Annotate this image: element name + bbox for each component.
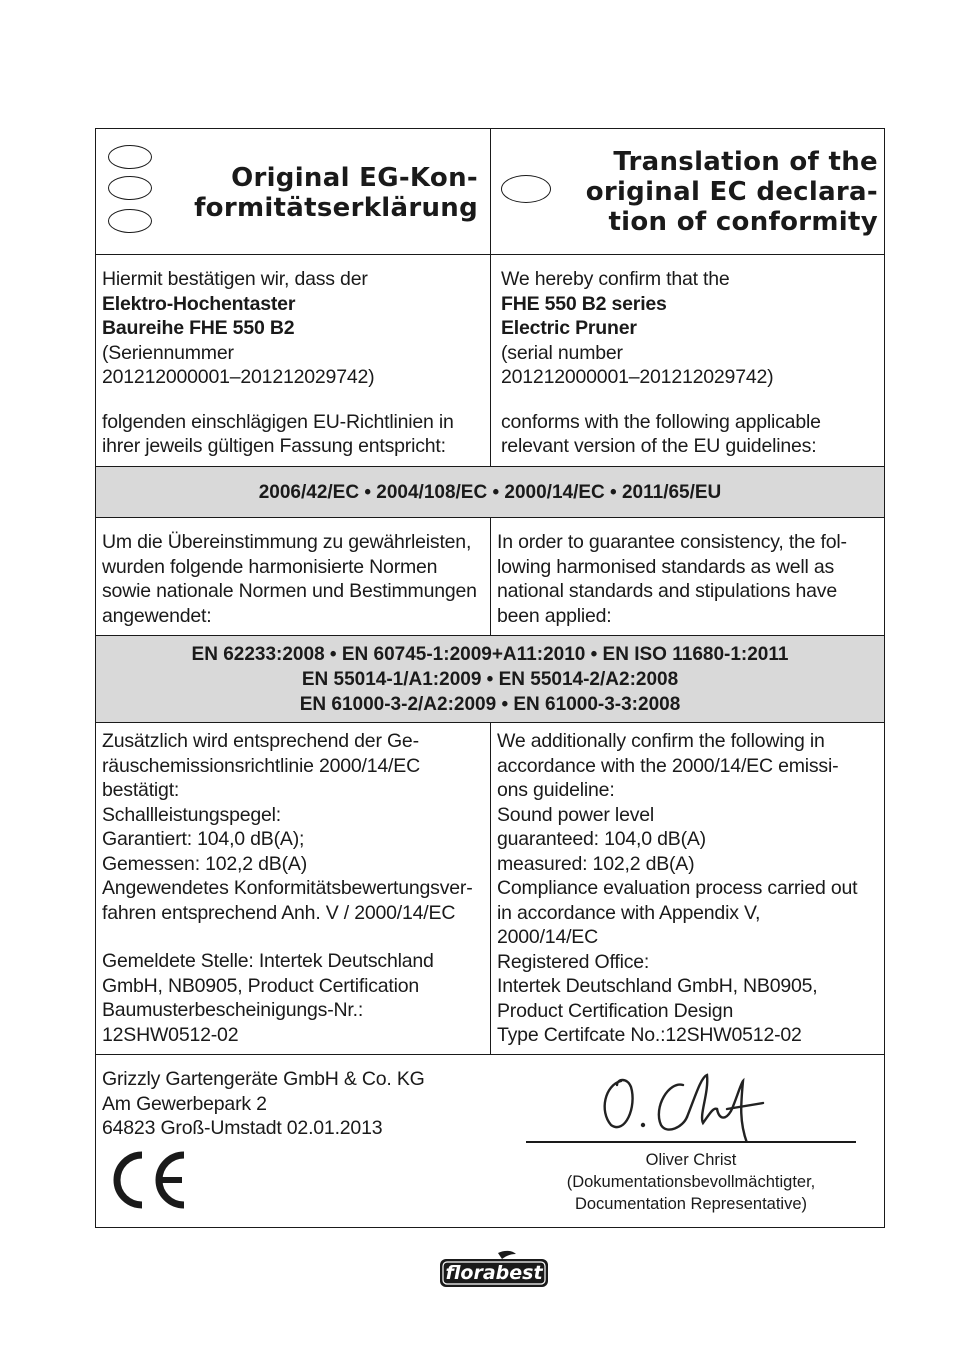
text-line: räuschemissionsrichtlinie 2000/14/EC xyxy=(102,754,420,777)
standards-band xyxy=(96,636,884,723)
language-oval-icon xyxy=(108,176,152,200)
directives-list: 2006/42/EC • 2004/108/EC • 2000/14/EC • 2011/65/EU xyxy=(258,482,722,503)
standards-intro-en xyxy=(491,518,884,635)
certificate-number: Type Certifcate No.:12SHW0512-02 xyxy=(497,1024,802,1046)
text-line: Sound power level xyxy=(497,803,655,826)
text-line: We additionally confirm the following in xyxy=(497,730,825,752)
text-line: angewendet: xyxy=(102,604,212,627)
text-line: Zusätzlich wird entsprechend der Ge- xyxy=(102,730,419,752)
certificate-number: 12SHW0512-02 xyxy=(102,1023,239,1046)
intro-en xyxy=(491,255,884,466)
intro-row xyxy=(96,255,884,467)
serial-range: 201212000001–201212029742) xyxy=(501,366,774,388)
signatory-role-en: Documentation Representative) xyxy=(574,1195,808,1213)
text-line: Hiermit bestätigen wir, dass der xyxy=(102,268,368,290)
text-line: Intertek Deutschland GmbH, NB0905, xyxy=(497,975,818,997)
text-line: (Seriennummer xyxy=(102,341,234,364)
notified-body: Registered Office: xyxy=(497,950,650,973)
text-line: lowing harmonised standards as well as xyxy=(497,555,835,578)
text-line: Compliance evaluation process carried out xyxy=(497,877,858,899)
brand-name: florabest xyxy=(445,1262,543,1284)
guaranteed-level: guaranteed: 104,0 dB(A) xyxy=(497,828,706,850)
text-line: relevant version of the EU guidelines: xyxy=(501,435,817,457)
company-street: Am Gewerbepark 2 xyxy=(102,1092,267,1115)
text-line: accordance with the 2000/14/EC emissi- xyxy=(497,754,839,777)
text-line: We hereby confirm that the xyxy=(501,268,730,290)
product-series: Baureihe FHE 550 B2 xyxy=(102,317,295,339)
text-line: Schallleistungspegel: xyxy=(102,803,282,826)
noise-en xyxy=(491,723,884,1054)
standards-intro-row xyxy=(96,518,884,636)
text-line: sowie nationale Normen und Bestimmungen xyxy=(102,580,477,602)
header-row xyxy=(96,129,884,255)
product-series: FHE 550 B2 series xyxy=(501,292,667,315)
ce-mark-icon xyxy=(102,1147,192,1213)
signature-icon xyxy=(591,1063,781,1143)
text-line: conforms with the following applicable xyxy=(501,410,821,433)
text-line: national standards and stipulations have xyxy=(497,580,837,602)
header-en xyxy=(491,129,884,254)
noise-de xyxy=(96,723,491,1054)
text-line: in accordance with Appendix V, xyxy=(497,901,761,924)
notified-body: Gemeldete Stelle: Intertek Deutschland xyxy=(102,950,434,972)
signatory-role: (Dokumentationsbevollmächtigter, xyxy=(566,1173,816,1191)
standards-intro-de xyxy=(96,518,491,635)
text-line: folgenden einschlägigen EU-Richtlinien in xyxy=(102,410,454,433)
language-oval-icon xyxy=(108,209,152,233)
language-oval-icon xyxy=(108,145,152,169)
standards-line: EN 61000-3-2/A2:2009 • EN 61000-3-3:2008 xyxy=(299,694,681,715)
company-name: Grizzly Gartengeräte GmbH & Co. KG xyxy=(102,1068,425,1090)
intro-de xyxy=(96,255,491,466)
title-en: Translation of the original EC declara- tion of conformity xyxy=(585,147,878,237)
title-de: Original EG-Kon- formitätserklärung xyxy=(194,163,478,223)
signature-row xyxy=(96,1055,884,1227)
standards-line: EN 62233:2008 • EN 60745-1:2009+A11:2010 • EN ISO 11680-1:2011 xyxy=(191,644,789,665)
text-line: fahren entsprechend Anh. V / 2000/14/EC xyxy=(102,901,456,924)
guaranteed-level: Garantiert: 104,0 dB(A); xyxy=(102,828,305,850)
text-line: (serial number xyxy=(501,341,623,364)
measured-level: Gemessen: 102,2 dB(A) xyxy=(102,852,307,875)
signatory-block xyxy=(526,1149,856,1215)
text-line: bestätigt: xyxy=(102,779,180,801)
serial-range: 201212000001–201212029742) xyxy=(102,366,375,388)
directives-band xyxy=(96,467,884,518)
text-line: been applied: xyxy=(497,604,612,627)
text-line: Um die Übereinstimmung zu gewährleisten, xyxy=(102,531,472,553)
text-line: Product Certification Design xyxy=(497,999,734,1022)
declaration-frame xyxy=(95,128,885,1228)
text-line: ihrer jeweils gültigen Fassung entspricht: xyxy=(102,435,446,457)
company-address xyxy=(102,1067,502,1141)
text-line: 2000/14/EC xyxy=(497,926,598,948)
language-oval-icon xyxy=(501,175,551,203)
text-line: wurden folgende harmonisierte Normen xyxy=(102,555,438,578)
text-line: In order to guarantee consistency, the fol- xyxy=(497,531,847,553)
measured-level: measured: 102,2 dB(A) xyxy=(497,852,695,875)
signature-line xyxy=(526,1141,856,1143)
header-de xyxy=(96,129,491,254)
signatory-name: Oliver Christ xyxy=(645,1151,737,1169)
product-name: Elektro-Hochentaster xyxy=(102,292,296,315)
text-line: Angewendetes Konformitätsbewertungsver- xyxy=(102,877,473,899)
text-line: Baumusterbescheinigungs-Nr.: xyxy=(102,999,364,1021)
noise-row xyxy=(96,723,884,1055)
text-line: ons guideline: xyxy=(497,779,615,801)
text-line: GmbH, NB0905, Product Certification xyxy=(102,974,420,997)
product-name: Electric Pruner xyxy=(501,317,637,339)
company-city-date: 64823 Groß-Umstadt 02.01.2013 xyxy=(102,1117,383,1139)
standards-line: EN 55014-1/A1:2009 • EN 55014-2/A2:2008 xyxy=(301,669,679,690)
florabest-logo xyxy=(438,1250,550,1290)
